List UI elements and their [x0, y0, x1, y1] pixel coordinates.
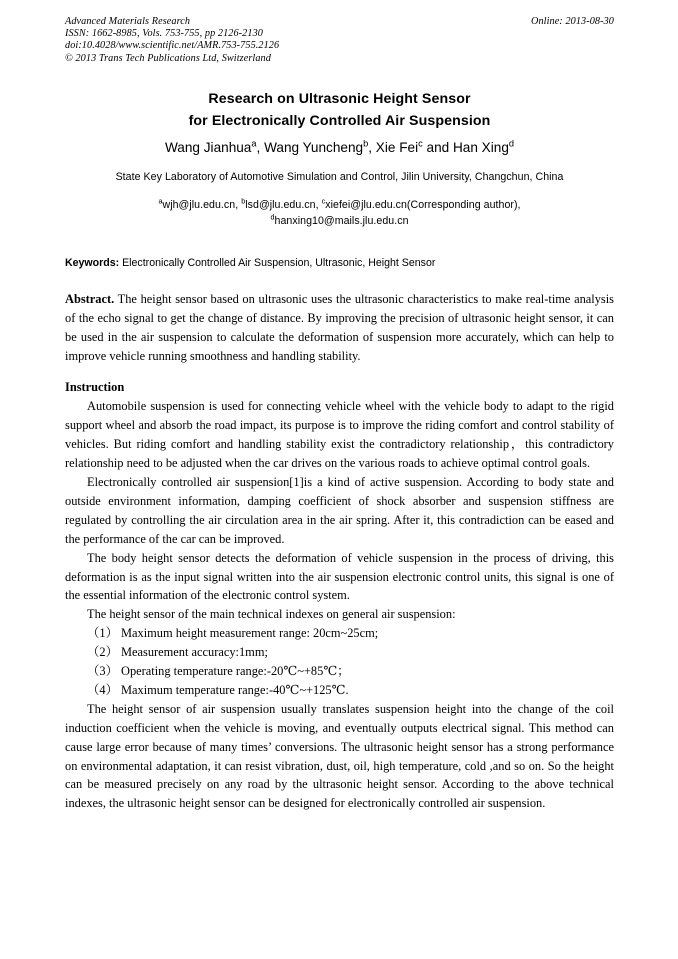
email-3-mark: c [321, 196, 326, 206]
journal-running-header [65, 16, 614, 65]
abstract-label: Abstract. [65, 291, 115, 306]
list-item-text: Measurement accuracy:1mm; [121, 645, 268, 660]
emails-line-1 [158, 196, 521, 211]
list-item-number: （1） [87, 626, 118, 641]
journal-name: Advanced Materials Research [65, 16, 191, 27]
author-4-name: Han Xing [452, 139, 509, 155]
body-paragraph-2: Electronically controlled air suspension[1]is a kind of active suspension. According to body state and outside environment information, damping coefficient of shock absorber and suspension stiffness are regulated by controlling the air circulation area in the air spring. After it, this contradiction can be eased and the performance of the car can be improved. [65, 474, 614, 546]
author-2-name: Wang Yuncheng [264, 139, 364, 155]
keywords-value: Electronically Controlled Air Suspension, Ultrasonic, Height Sensor [119, 256, 436, 269]
author-3-name: Xie Fei [375, 139, 419, 155]
list-item-text: Operating temperature range:-20℃~+85℃； [121, 664, 350, 679]
body-paragraph-3: The body height sensor detects the deformation of vehicle suspension in the process of driving, this deformation is as the input signal written into the air suspension electronic control units, this signal is one of the essential information of the electronic control system. [65, 550, 614, 603]
list-item-number: （3） [87, 664, 118, 679]
body-paragraph-1: Automobile suspension is used for connecting vehicle wheel with the vehicle body to adapt to the rigid support wheel and absorb the road impact, its purpose is to improve the riding comfort and control stability of vehicles. But riding comfort and handling stability exist the contradictory relationship，this contradictory relationship need to be adjusted when the car drives on the various roads to achieve optimal control goals. [65, 399, 614, 471]
title-block [65, 88, 614, 229]
email-4-mark: d [270, 212, 275, 222]
list-item-number: （2） [87, 645, 118, 660]
doi-line: doi:10.4028/www.scientific.net/AMR.753-755.2126 [65, 40, 280, 52]
list-item-number: （4） [87, 682, 118, 697]
list-item-text: Maximum height measurement range: 20cm~25cm; [121, 626, 379, 641]
author-3-affil-mark: c [418, 138, 423, 149]
page-title [65, 88, 614, 132]
list-item [65, 643, 614, 662]
list-item-text: Maximum temperature range:-40℃~+125℃. [121, 682, 349, 697]
author-sep-1: , [256, 139, 265, 155]
copyright-line: © 2013 Trans Tech Publications Ltd, Switzerland [65, 52, 271, 64]
author-4-affil-mark: d [508, 138, 515, 149]
body-paragraph-5: The height sensor of air suspension usually translates suspension height into the change of the coil induction coefficient when the vehicle is moving, and eventually outputs electrical signal. This method can cause large error because of many times’ conversions. The ultrasonic height sensor has a strong performance on environmental adaptation, it can resist vibration, dust, oil, high temperature, cold ,and so on. So the height can be measured precisely on any road by the ultrasonic height sensor. According to the above technical indexes, the ultrasonic height sensor can be designed for electronically controlled air suspension. [65, 701, 614, 811]
body-paragraph-4: The height sensor of the main technical indexes on general air suspension: [87, 607, 456, 622]
abstract-text: The height sensor based on ultrasonic uses the ultrasonic characteristics to make real-time analysis of the echo signal to get the change of distance. By improving the precision of ultrasonic height sensor, it can be used in the air suspension to calculate the deformation of suspension more accurately, which can help to improve vehicle running smoothness and handling stability. [65, 291, 614, 363]
list-item [65, 662, 614, 681]
email-4-address: hanxing10@mails.jlu.edu.cn [274, 214, 409, 227]
list-item [65, 624, 614, 643]
issn-volume-pages: ISSN: 1662-8985, Vols. 753-755, pp 2126-2130 [65, 28, 263, 40]
author-sep-3: and [422, 139, 453, 155]
author-emails [65, 197, 614, 229]
title-line-2: for Electronically Controlled Air Suspension [188, 112, 491, 129]
email-3-address: xiefei@jlu.edu.cn(Corresponding author), [325, 198, 521, 211]
title-line-1: Research on Ultrasonic Height Sensor [208, 90, 471, 107]
author-2-affil-mark: b [363, 138, 369, 149]
keywords-label: Keywords: [65, 256, 120, 269]
affiliation: State Key Laboratory of Automotive Simulation and Control, Jilin University, Changchun, China [115, 170, 564, 183]
email-1-address: wjh@jlu.edu.cn, [162, 198, 242, 211]
email-1-mark: a [158, 196, 163, 206]
abstract-paragraph [65, 290, 614, 366]
email-2-address: lsd@jlu.edu.cn, [245, 198, 322, 211]
section-heading-instruction: Instruction [65, 380, 125, 395]
online-date: Online: 2013-08-30 [530, 16, 614, 27]
author-1-name: Wang Jianhua [164, 139, 252, 155]
list-item [65, 681, 614, 700]
email-2-mark: b [241, 196, 246, 206]
author-1-affil-mark: a [251, 138, 257, 149]
author-list [65, 137, 614, 158]
keywords-line [65, 256, 614, 270]
emails-line-2 [65, 213, 614, 229]
author-sep-2: , [368, 139, 376, 155]
